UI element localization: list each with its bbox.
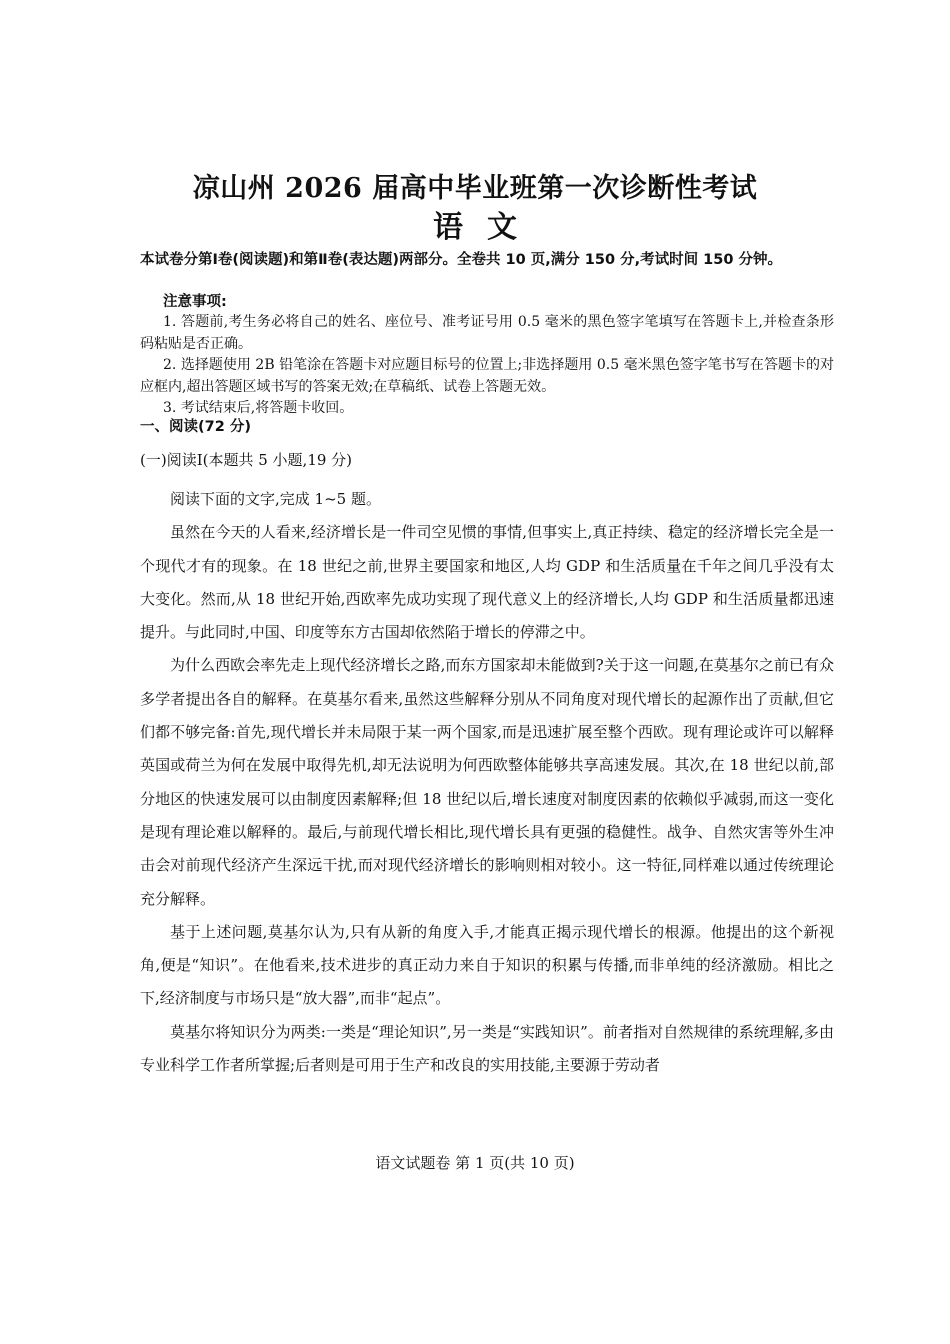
section-heading: 一、阅读(72 分) bbox=[140, 419, 251, 435]
passage-paragraph: 为什么西欧会率先走上现代经济增长之路,而东方国家却未能做到?关于这一问题,在莫基尔之前已有众多学者提出各自的解释。在莫基尔看来,虽然这些解释分别从不同角度对现代增长的起源作出了贡献,但它们都不够完备:首先,现代增长并未局限于某一两个国家,而是迅速扩展至整个西欧。现有理论或许可以解释英国或荷兰为何在发展中取得先机,却无法说明为何西欧整体能够共享高速发展。其次,在 18 世纪以前,部分地区的快速发展可以由制度因素解释;但 18 世纪以后,增长速度对制度因素的依赖似乎减弱,而这一变化是现有理论难以解释的。最后,与前现代增长相比,现代增长具有更强的稳健性。战争、自然灾害等外生冲击会对前现代经济产生深远干扰,而对现代经济增长的影响则相对较小。这一特征,同样难以通过传统理论充分解释。 bbox=[140, 656, 834, 908]
exam-intro: 本试卷分第Ⅰ卷(阅读题)和第Ⅱ卷(表达题)两部分。全卷共 10 页,满分 150 分,考试时间 150 分钟。 bbox=[140, 252, 782, 268]
notes-list bbox=[140, 312, 834, 420]
passage-paragraph: 莫基尔将知识分为两类:一类是“理论知识”,另一类是“实践知识”。前者指对自然规律的系统理解,多由专业科学工作者所掌握;后者则是可用于生产和改良的实用技能,主要源于劳动者 bbox=[140, 1022, 834, 1075]
page-footer: 语文试题卷 第 1 页(共 10 页) bbox=[375, 1154, 575, 1172]
passage-paragraph: 虽然在今天的人看来,经济增长是一件司空见惯的事情,但事实上,真正持续、稳定的经济增长完全是一个现代才有的现象。在 18 世纪之前,世界主要国家和地区,人均 GDP 和生活质量在千年之间几乎没有太大变化。然而,从 18 世纪开始,西欧率先成功实现了现代意义上的经济增长,人均 GDP 和生活质量都迅速提升。与此同时,中国、印度等东方古国却依然陷于增长的停滞之中。 bbox=[140, 523, 834, 642]
note-item: 3. 考试结束后,将答题卡收回。 bbox=[163, 400, 354, 416]
note-item: 1. 答题前,考生务必将自己的姓名、座位号、准考证号用 0.5 毫米的黑色签字笔填写在答题卡上,并检查条形码粘贴是否正确。 bbox=[140, 314, 834, 352]
reading-passage bbox=[140, 483, 834, 1082]
subject-title: 语文 bbox=[433, 210, 541, 245]
passage-paragraph: 基于上述问题,莫基尔认为,只有从新的角度入手,才能真正揭示现代增长的根源。他提出的这个新视角,便是“知识”。在他看来,技术进步的真正动力来自于知识的积累与传播,而非单纯的经济激励。相比之下,经济制度与市场只是“放大器”,而非“起点”。 bbox=[140, 922, 834, 1008]
notes-heading: 注意事项: bbox=[163, 294, 227, 310]
exam-title: 凉山州 2026 届高中毕业班第一次诊断性考试 bbox=[192, 173, 758, 204]
section-subheading: (一)阅读Ⅰ(本题共 5 小题,19 分) bbox=[140, 451, 353, 469]
passage-instruction: 阅读下面的文字,完成 1~5 题。 bbox=[170, 490, 381, 508]
note-item: 2. 选择题使用 2B 铅笔涂在答题卡对应题目标号的位置上;非选择题用 0.5 毫米黑色签字笔书写在答题卡的对应框内,超出答题区域书写的答案无效;在草稿纸、试卷上答题无效。 bbox=[140, 357, 834, 395]
